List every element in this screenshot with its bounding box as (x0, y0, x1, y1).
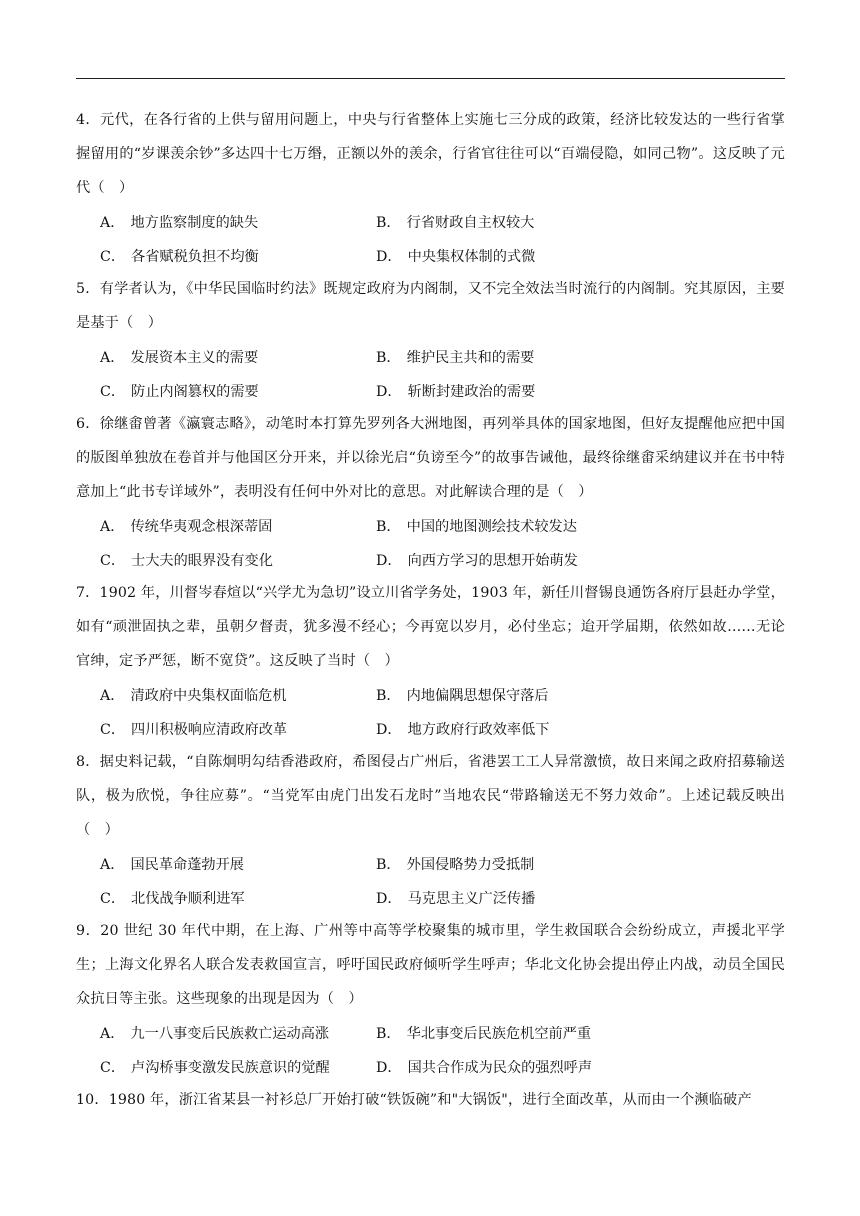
option-c[interactable]: C． 四川积极响应清政府改革 (100, 722, 288, 739)
options (76, 1017, 785, 1085)
option-b[interactable]: B． 内地偏隅思想保守落后 (376, 688, 549, 705)
exam-page (76, 104, 785, 1118)
option-row (76, 510, 785, 544)
option-a[interactable]: A． 发展资本主义的需要 (100, 350, 259, 367)
option-c[interactable]: C． 防止内阁篡权的需要 (100, 384, 259, 401)
option-row (76, 1050, 785, 1084)
option-row (76, 374, 785, 408)
option-d[interactable]: D． 斩断封建政治的需要 (376, 384, 536, 401)
option-a[interactable]: A． 九一八事变后民族救亡运动高涨 (100, 1026, 330, 1043)
option-b[interactable]: B． 外国侵略势力受抵制 (376, 857, 535, 874)
option-d[interactable]: D． 地方政府行政效率低下 (376, 722, 550, 739)
option-row (76, 712, 785, 746)
option-row (76, 848, 785, 882)
question-10 (76, 1084, 785, 1118)
option-d[interactable]: D． 向西方学习的思想开始萌发 (376, 553, 578, 570)
header-rule (76, 78, 785, 79)
options (76, 510, 785, 578)
option-d[interactable]: D． 马克思主义广泛传播 (376, 891, 536, 908)
option-c[interactable]: C． 各省赋税负担不均衡 (100, 249, 259, 266)
options (76, 341, 785, 409)
question-stem: 10．1980 年，浙江省某县一衬衫总厂开始打破“铁饭碗”和"大锅饭"，进行全面改革，从而由一个濒临破产 (76, 1092, 752, 1109)
option-row (76, 679, 785, 713)
option-a[interactable]: A． 国民革命蓬勃开展 (100, 857, 244, 874)
option-a[interactable]: A． 地方监察制度的缺失 (100, 215, 259, 232)
option-d[interactable]: D． 国共合作成为民众的强烈呼声 (376, 1060, 593, 1077)
question-8 (76, 746, 785, 915)
option-a[interactable]: A． 清政府中央集权面临危机 (100, 688, 287, 705)
question-9 (76, 915, 785, 1084)
question-7 (76, 577, 785, 746)
option-row (76, 205, 785, 239)
option-c[interactable]: C． 卢沟桥事变激发民族意识的觉醒 (100, 1060, 330, 1077)
option-b[interactable]: B． 维护民主共和的需要 (376, 350, 535, 367)
question-stem: 9．20 世纪 30 年代中期，在上海、广州等中高等学校聚集的城市里，学生救国联合会纷纷成立，声援北平学生；上海文化界名人联合发表救国宣言，呼吁国民政府倾听学生呼声；华北文化协会提出停止内战，动员全国民众抗日等主张。这些现象的出现是因为（ ） (76, 923, 785, 1007)
options (76, 848, 785, 916)
option-row (76, 239, 785, 273)
option-c[interactable]: C． 士大夫的眼界没有变化 (100, 553, 273, 570)
option-b[interactable]: B． 中国的地图测绘技术较发达 (376, 519, 577, 536)
options (76, 205, 785, 273)
option-a[interactable]: A． 传统华夷观念根深蒂固 (100, 519, 273, 536)
question-6 (76, 408, 785, 577)
option-row (76, 341, 785, 375)
option-c[interactable]: C． 北伐战争顺利进军 (100, 891, 245, 908)
question-4 (76, 104, 785, 273)
question-stem: 7．1902 年，川督岑春煊以“兴学尤为急切”设立川省学务处，1903 年，新任川督锡良通饬各府厅县赶办学堂，如有“顽泄固执之辈，虽朝夕督责，犹多漫不经心；今再宽以岁月，必付坐忘；迨开学届期，依然如故……无论官绅，定予严惩，断不宽贷”。这反映了当时（ ） (76, 585, 785, 669)
option-row (76, 543, 785, 577)
question-stem: 8．据史料记载，“自陈炯明勾结香港政府，希图侵占广州后，省港罢工工人异常激愤，故日来闻之政府招募输送队，极为欣悦，争往应募”。“当党军由虎门出发石龙时”当地农民“带路输送无不努力效命”。上述记载反映出（ ） (76, 754, 785, 838)
question-5 (76, 273, 785, 408)
options (76, 679, 785, 747)
question-stem: 5．有学者认为，《中华民国临时约法》既规定政府为内阁制，又不完全效法当时流行的内阁制。究其原因，主要是基于（ ） (76, 280, 785, 331)
question-stem: 6．徐继畬曾著《瀛寰志略》，动笔时本打算先罗列各大洲地图，再列举具体的国家地图，但好友提醒他应把中国的版图单独放在卷首并与他国区分开来，并以徐光启“负谤至今”的故事告诫他，最终徐继畬采纳建议并在书中特意加上“此书专详域外”，表明没有任何中外对比的意思。对此解读合理的是（ ） (76, 416, 785, 500)
option-d[interactable]: D． 中央集权体制的式微 (376, 249, 536, 266)
option-row (76, 881, 785, 915)
option-b[interactable]: B． 华北事变后民族危机空前严重 (376, 1026, 592, 1043)
option-b[interactable]: B． 行省财政自主权较大 (376, 215, 535, 232)
question-stem: 4．元代，在各行省的上供与留用问题上，中央与行省整体上实施七三分成的政策，经济比较发达的一些行省掌握留用的“岁课羡余钞”多达四十七万缗，正额以外的羡余，行省官往往可以“百端侵隐，如同己物”。这反映了元代（ ） (76, 112, 785, 196)
option-row (76, 1017, 785, 1051)
